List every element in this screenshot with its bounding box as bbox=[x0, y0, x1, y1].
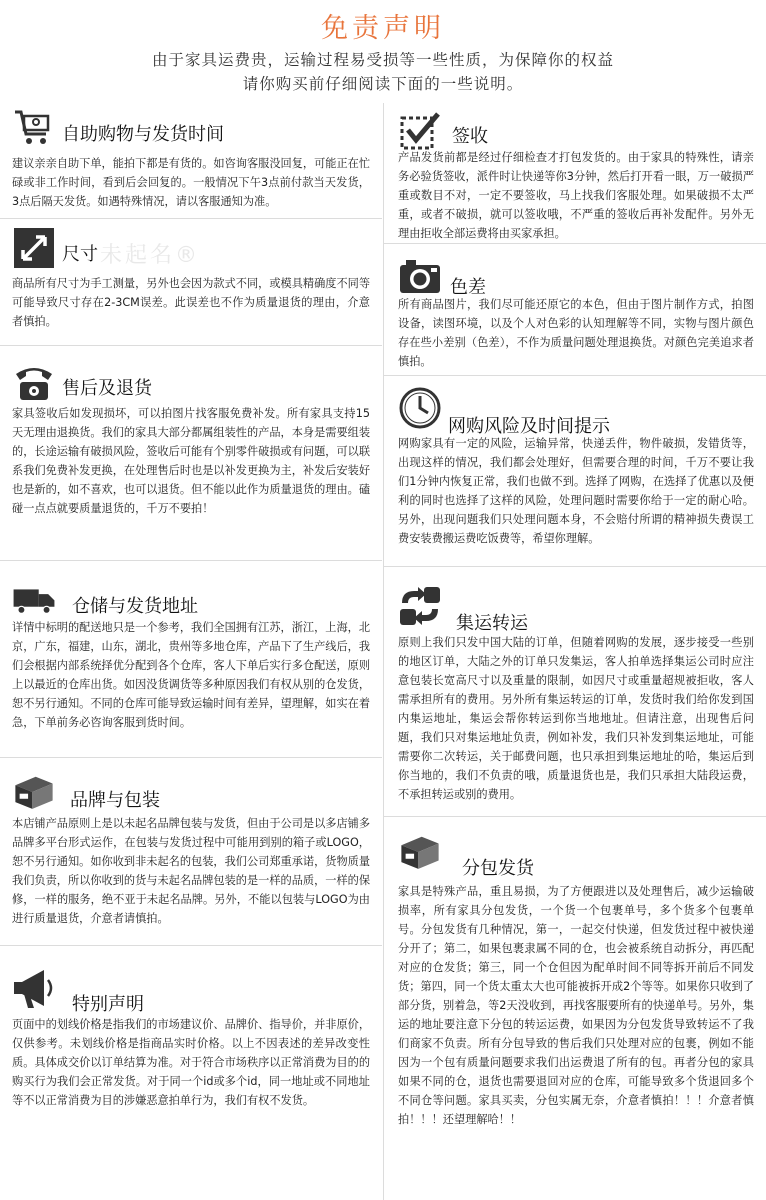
section-body: 建议亲亲自助下单，能拍下都是有货的。如咨询客服没回复，可能正在忙碌或非工作时间，看到后会回复的。一般情况下午3点前付款当天发货，3点后隔天发货。如遇特殊情况，请以客服通知为准。 bbox=[12, 157, 371, 208]
divider bbox=[0, 218, 382, 219]
subtitle-line-1: 由于家具运费贵，运输过程易受损等一些性质，为保障你的权益 bbox=[151, 51, 614, 69]
section-title: 尺寸 bbox=[62, 244, 98, 265]
section-sign-for bbox=[398, 110, 754, 243]
section-body: 详情中标明的配送地只是一个参考，我们全国拥有江苏，浙江，上海，北京，广东，福建，山东，湖北，贵州等多地仓库，产品下了生产线后，我们会根据内部系统择优分配到各个仓库，客人下单后实行多仓配送，原则上以最近的仓库出货。如因没货调货等多种原因我们有权从别的仓发货，恕不另行通知。不同的仓库可能导致运输时间有差异，望理解，如实在着急，下单前务必咨询客服到货时间。 bbox=[12, 621, 371, 729]
shopping-cart-icon bbox=[12, 106, 56, 150]
delivery-truck-icon bbox=[12, 580, 56, 624]
section-body: 家具签收后如发现损坏，可以拍图片找客服免费补发。所有家具支持15天无理由退换货。我们的家具大部分都属组装性的产品，本身是需要组装的，长途运输有破损风险，签收后可能有个别零件破损或有问题，可以联系我们免费补发更换，在处理售后时也是以补发更换为主，补发后安装好也是新的，如不喜欢，也可以退货。但不能以此作为质量退货的理由。磕碰一点点就要质量退货的，千万不要拍！ bbox=[12, 407, 371, 515]
divider bbox=[384, 243, 766, 244]
section-warehouse bbox=[12, 580, 370, 732]
section-title: 集运转运 bbox=[456, 613, 528, 634]
section-self-service bbox=[12, 106, 370, 211]
section-body: 家具是特殊产品，重且易损，为了方便跟进以及处理售后，减少运输破损率，所有家具分包发货，一个货一个包裹单号，多个货多个包裹单号。分包发货有几种情况，第一，一起交付快递，但发货过程中被快递分开了；第二，如果包裹隶属不同的仓，也会被系统自动拆分，再匹配对应的仓发货；第三，同一个仓但因为配单时间不同等拆开前后不同发货；第四，同一个货太重太大也可能被拆开成2个等等。如果你只收到了部分货，别着急，等2天没收到，再找客服要所有的快递单号。另外，集运的地址要注意下分包的转运运费，如果因为分包发货导致转运不了我们商家不负责。所有分包导致的售后我们只处理对应的包裹，例如不能因为一个包有质量问题要求我们出运费退了所有的包。再者分包的家具如果不同的仓，退货也需要退回对应的仓库，可能导致多个货退回多个不同仓等问题。家具买卖，分包实属无奈，介意者慎拍！！！介意者慎拍！！！还望理解哈！！ bbox=[398, 885, 754, 1126]
divider bbox=[0, 345, 382, 346]
section-brand-packaging bbox=[12, 770, 370, 928]
divider bbox=[384, 816, 766, 817]
section-color-difference bbox=[398, 255, 754, 371]
section-body: 所有商品图片，我们尽可能还原它的本色，但由于图片制作方式，拍图设备，读图环境，以及个人对色彩的认知理解等不同，实物与图片颜色存在些小差别（色差），不作为质量问题处理退换货。对颜色完美追求者慎拍。 bbox=[398, 298, 754, 368]
divider bbox=[0, 560, 382, 561]
column-divider bbox=[383, 103, 384, 1200]
section-body: 页面中的划线价格是指我们的市场建议价、品牌价、指导价，并非原价，仅供参考。未划线价格是指商品实时价格。以上不因表述的差异改变性质。具体成交价以订单结算为准。对于符合市场秩序以正常消费为目的的购买行为我们会正常发货。对于同一个id或多个id，同一地址或不同地址等不以正常消费为目的涉嫌恶意拍单行为，我们有权不发货。 bbox=[12, 1018, 371, 1107]
section-special-statement bbox=[12, 966, 370, 1110]
megaphone-icon bbox=[12, 966, 56, 1010]
section-body: 商品所有尺寸为手工测量，另外也会因为款式不同，或模具精确度不同等可能导致尺寸存在2-3CM误差。此误差也不作为质量退货的理由，介意者慎拍。 bbox=[12, 277, 371, 328]
divider bbox=[0, 757, 382, 758]
section-title: 签收 bbox=[452, 126, 488, 147]
section-split-shipping bbox=[398, 830, 754, 1129]
package-box-icon bbox=[12, 770, 56, 814]
section-title: 网购风险及时间提示 bbox=[448, 416, 610, 437]
resize-arrow-icon bbox=[12, 226, 56, 270]
section-body: 产品发货前都是经过仔细检查才打包发货的。由于家具的特殊性，请亲务必验货签收，派件时让快递等你3分钟，然后打开看一眼，万一破损严重或数目不对，一定不要签收，马上找我们客服处理。如果破损不太严重，或者不破损，就可以签收哦，不严重的签收后再补发配件。另外无理由拒收全部运费将由买家承担。 bbox=[398, 151, 754, 240]
section-body: 本店铺产品原则上是以未起名品牌包装与发货，但由于公司是以多店铺多品牌多平台形式运作，在包装与发货过程中可能用到别的箱子或LOGO，恕不另行通知。如你收到非未起名的包装，我们公司郑重承诺，货物质量我们负责，所以你收到的货与未起名品牌包装的是一样的品质，一样的保修，一样的服务，绝不亚于未起名品牌。另外，不能以包装与LOGO为由进行质量退货，介意者请慎拍。 bbox=[12, 817, 371, 925]
divider bbox=[384, 566, 766, 567]
brand-watermark: 未起名® bbox=[100, 243, 201, 268]
section-after-sales bbox=[12, 360, 370, 518]
section-title: 色差 bbox=[450, 277, 486, 298]
section-consolidation bbox=[398, 585, 754, 804]
subtitle-line-2: 请你购买前仔细阅读下面的一些说明。 bbox=[242, 75, 524, 93]
clock-icon bbox=[398, 386, 442, 430]
section-body: 网购家具有一定的风险，运输异常，快递丢件，物件破损，发错货等，出现这样的情况，我们都会处理好，但需要合理的时间，千万不要让我们1分钟内恢复正常，我们也做不到。选择了网购，在选择了优惠以及便利的同时也选择了这样的风险，处理问题时需要你给于一定的耐心哈。另外，出现问题我们只处理问题本身，不会赔付所谓的精神损失费误工费安装费搬运费吃饭费等，希望你理解。 bbox=[398, 437, 754, 545]
section-title: 仓储与发货地址 bbox=[72, 596, 198, 617]
section-body: 原则上我们只发中国大陆的订单，但随着网购的发展，逐步接受一些别的地区订单，大陆之外的订单只发集运，客人拍单选择集运公司时应注意包装长宽高尺寸以及重量的限制，如因尺寸或重量超规被拒收，客人需承担所有的费用。另外所有集运转运的订单，发货时我们给你发到国内集运地址，集运会帮你转运到你当地地址。但请注意，出现售后问题，我们只对集运地址负责，例如补发，我们只补发到集运地址，可能需要你二次转运，关于邮费问题，也只承担到集运地址的哈，集运后到你当地的，我们不负责的哦，质量退货也是，我们只承担大陆段运费，不承担转运或别的费用。 bbox=[398, 636, 754, 801]
section-title: 售后及退货 bbox=[62, 378, 152, 399]
section-online-risk bbox=[398, 386, 754, 548]
divider bbox=[384, 375, 766, 376]
section-title: 分包发货 bbox=[462, 858, 534, 879]
telephone-icon bbox=[12, 360, 56, 404]
checkbox-sign-icon bbox=[398, 110, 442, 154]
page-title: 免责声明 bbox=[321, 13, 445, 44]
split-package-icon bbox=[398, 830, 442, 874]
section-size bbox=[12, 226, 370, 331]
section-title: 自助购物与发货时间 bbox=[62, 124, 224, 145]
camera-icon bbox=[398, 255, 442, 299]
divider bbox=[0, 945, 382, 946]
transfer-arrows-icon bbox=[398, 585, 442, 629]
section-title: 特别声明 bbox=[72, 994, 144, 1015]
section-title: 品牌与包装 bbox=[70, 790, 160, 811]
